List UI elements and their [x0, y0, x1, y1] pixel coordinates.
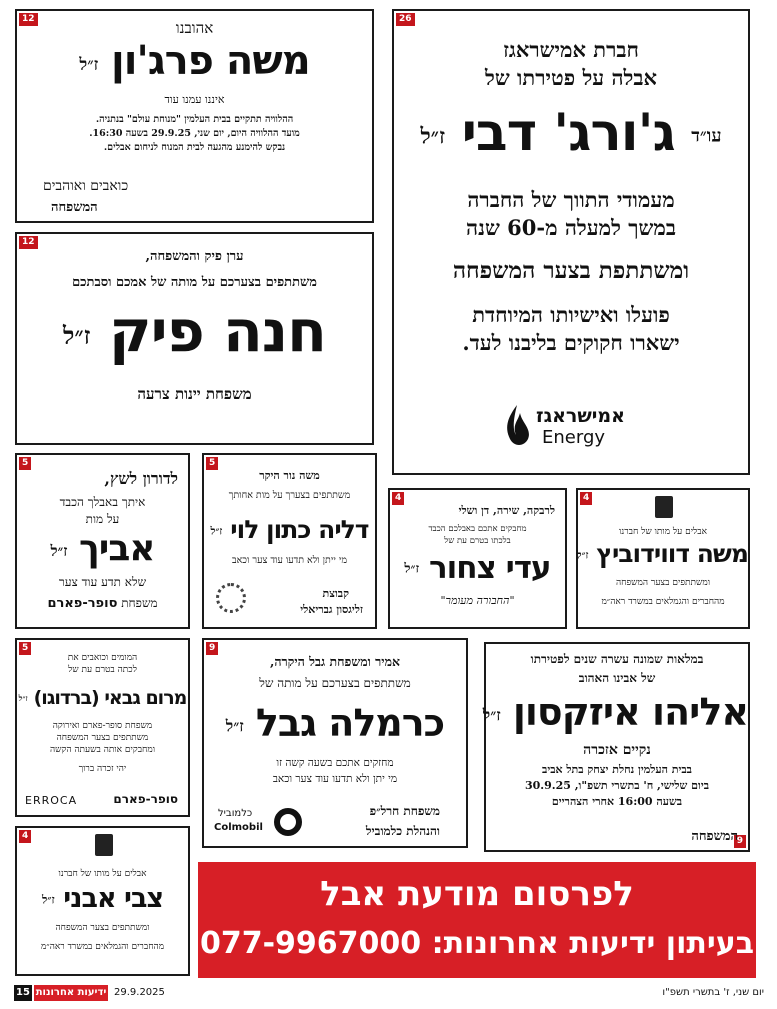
- menorah-emblem-icon: [95, 834, 113, 856]
- deceased-name-line: [17, 40, 372, 85]
- deceased-name: כרמלה גבל: [255, 701, 445, 745]
- flame-icon: [502, 403, 532, 449]
- zl-mark: ז״ל: [18, 694, 28, 703]
- signature: משפחת יינות צרעה: [137, 384, 252, 403]
- notice-intro: ערן פיק והמשפחה,: [145, 249, 244, 264]
- notice-line: שלא תדע עוד צער: [58, 575, 147, 589]
- size-tag: 9: [206, 642, 218, 655]
- signature-2: והנהלת כלמוביל: [365, 824, 440, 838]
- notice-line: יהי זכרה ברוך: [78, 764, 127, 774]
- zl-mark: ז״ל: [576, 549, 589, 562]
- deceased-name-line: [394, 105, 748, 165]
- signature-1: כואבים ואוהבים: [43, 178, 129, 194]
- banner-line-1: לפרסום מודעת אבל: [320, 874, 634, 914]
- deceased-name-line: [17, 529, 188, 571]
- notice-intro: משה נור היקר: [259, 469, 320, 482]
- logo-text-en: Energy: [542, 427, 606, 448]
- notice-chana-pik: [15, 232, 374, 445]
- footer-date-hebrew: יום שני, ז' בתשרי תשפ"ו: [662, 987, 764, 998]
- colmobil-ring-icon: [274, 808, 302, 836]
- notice-marom: [15, 638, 190, 817]
- deceased-name: עדי צחור: [428, 550, 551, 586]
- size-tag: 5: [206, 457, 218, 470]
- notice-aviv: [15, 453, 190, 629]
- notice-intro: אבלים על מותו של חברנו: [58, 869, 147, 879]
- zl-mark: ז״ל: [225, 716, 244, 736]
- menorah-emblem-icon: [655, 496, 673, 518]
- notice-dalia: [202, 453, 377, 629]
- signature-2: זליגסון גבריאלי: [300, 603, 363, 616]
- notice-intro: במלאות שמונה עשרה שנים לפטירתו: [530, 652, 704, 666]
- signature: "החבורה מעומר": [440, 593, 515, 607]
- notice-line: מעמודי התווך של החברה: [467, 186, 675, 212]
- deceased-name: מרום גבאי (ברדוגו): [33, 687, 187, 709]
- deceased-name: דליה כתון לוי: [230, 515, 369, 544]
- notice-carmela: [202, 638, 468, 848]
- notice-line: משפחת סופר-פארם ואירוקה: [52, 721, 153, 731]
- deceased-name-line: [482, 690, 748, 738]
- notice-intro: משתתפים בצערכם על מותה של אמכם וסבתכם: [72, 275, 317, 290]
- prefix: עו״ד: [691, 125, 722, 147]
- notice-amisragas: [392, 9, 750, 475]
- logo-text-he: אמישראגז: [536, 405, 625, 427]
- notice-moshe-d: [576, 488, 750, 629]
- deceased-name-line: [204, 701, 466, 749]
- notice-line: פועלו ואישיותו המיוחדת: [472, 301, 670, 327]
- zl-mark: ז״ל: [482, 705, 501, 725]
- zl-mark: ז״ל: [79, 54, 99, 74]
- notice-line: מהחברים והגמלאים במשרד ראה״מ: [601, 596, 725, 607]
- deceased-name: חנה פיק: [108, 297, 326, 365]
- amisragas-logo: [502, 403, 652, 453]
- advertising-banner: [198, 862, 756, 978]
- notice-line: מחזקים אתכם בשעה קשה זו: [276, 756, 394, 769]
- notice-eliyahu: [484, 642, 750, 852]
- erroca-logo: ERROCA: [25, 794, 78, 807]
- notice-intro: המומים וכואבים את: [67, 653, 138, 663]
- notice-line: בבית העלמין נחלת יצחק בתל אביב: [542, 762, 692, 776]
- size-tag: 12: [19, 13, 38, 26]
- signature-2: המשפחה: [51, 200, 98, 215]
- deceased-name-line: [17, 297, 372, 367]
- superpharm-logo: סופר-פארם: [113, 792, 178, 806]
- deceased-name-line: [204, 515, 375, 547]
- notice-line: בלכתו בטרם עת של: [444, 536, 511, 546]
- notice-line: ההלוויה תתקיים בבית העלמין "מנוחת עולם" בנתניה.: [95, 114, 294, 125]
- deceased-name: משה דווידוביץ: [596, 539, 748, 568]
- notice-moshe-pargian: [15, 9, 374, 223]
- notice-line: ומשתתפים בצער המשפחה: [55, 922, 150, 933]
- zl-mark: ז״ל: [210, 525, 223, 538]
- deceased-name: ג'ורג' דבי: [461, 103, 675, 163]
- size-tag: 9: [734, 835, 746, 848]
- size-tag: 4: [392, 492, 404, 505]
- signature: המשפחה: [691, 829, 738, 844]
- deceased-name-line: [578, 539, 748, 571]
- notice-line: משתתפים בצערך על מות אחותך: [228, 490, 351, 501]
- size-tag: 12: [19, 236, 38, 249]
- signature-line: [17, 596, 188, 611]
- notice-line: ביום שלישי, ח' בתשרי תשפ"ו, 30.9.25: [524, 778, 710, 792]
- notice-intro: של אבינו האהוב: [578, 671, 656, 685]
- notice-tzvi: [15, 826, 190, 976]
- notice-intro: אהובנו: [175, 19, 214, 37]
- notice-line: ומחבקים אותה בשעתה הקשה: [49, 745, 156, 755]
- notice-line: נקיים אזכרה: [583, 741, 651, 758]
- deceased-name: צבי אבני: [63, 883, 164, 914]
- logo-text-en: Colmobil: [214, 822, 263, 833]
- notice-line: מי יתן ולא תדעו עוד צער וכאב: [272, 772, 398, 785]
- zl-mark: ז״ל: [41, 892, 55, 907]
- notice-intro: לרבקה, שירה, דן ושלי: [458, 504, 555, 517]
- notice-intro: משתתפים בצערכם על מותה של: [259, 676, 411, 690]
- footer-paper-name: ידיעות אחרונות: [34, 985, 108, 1001]
- size-tag: 4: [580, 492, 592, 505]
- deceased-name-line: [390, 550, 565, 588]
- notice-line: בשעה 16:00 אחרי הצהריים: [551, 794, 683, 808]
- gear-logo-icon: [216, 583, 246, 613]
- deceased-name: אליהו איזקסון: [512, 690, 748, 734]
- logo-text-he: כלמוביל: [218, 808, 253, 819]
- notice-line: ישארו חקוקים בליבנו לעד.: [462, 329, 680, 355]
- notice-intro: אבלה על פטירתו של: [485, 65, 657, 90]
- page-number: 15: [14, 985, 32, 1001]
- deceased-name-line: [17, 883, 188, 916]
- banner-line-2: בעיתון ידיעות אחרונות: 077-9967000: [199, 926, 754, 961]
- deceased-name: משה פרג'ון: [110, 38, 310, 84]
- notice-subtitle: איננו עמנו עוד: [164, 93, 225, 106]
- notice-line: ומשתתפת בצער המשפחה: [452, 256, 690, 284]
- notice-line: מי ייתן ולא תדעו עוד צער וכאב: [232, 554, 347, 566]
- size-tag: 5: [19, 642, 31, 655]
- notice-line: איתך באבלך הכבד: [59, 495, 146, 509]
- notice-line: מהחברים והגמלאים במשרד ראה״מ: [40, 941, 165, 952]
- footer-date: 29.9.2025: [114, 987, 165, 998]
- signature-2: סופר-פארם: [47, 596, 118, 611]
- page-footer: [14, 985, 764, 1001]
- notice-line: מועד ההלוויה היום, יום שני, 29.9.25 בשעה 16:30.: [89, 128, 300, 139]
- zl-mark: ז״ל: [404, 561, 420, 577]
- notice-intro: אבלים על מותו של חברנו: [619, 527, 707, 537]
- notice-intro: חברת אמישראגז: [503, 37, 639, 62]
- notice-adi: [388, 488, 567, 629]
- notice-line: במשך למעלה מ-60 שנה: [466, 214, 676, 240]
- signature-1: משפחת: [121, 596, 158, 610]
- notice-line: מחבקים אתכם באבלכם הכבד: [428, 524, 527, 534]
- notice-line: ומשתתפים בצער המשפחה: [615, 577, 711, 588]
- zl-mark: ז״ל: [63, 320, 91, 350]
- notice-line: על מות: [85, 512, 120, 526]
- zl-mark: ז״ל: [420, 123, 446, 150]
- signature-1: משפחת חרל״פ: [369, 804, 440, 818]
- deceased-name-line: [17, 685, 188, 712]
- notice-intro: אמיר ומשפחת גבל היקרה,: [269, 654, 401, 669]
- notice-line: נבקש להימנע מהגעה לבית המנוח לניחום אבלים.: [103, 142, 286, 153]
- size-tag: 4: [19, 830, 31, 843]
- notice-line: משתתפים בצער המשפחה: [56, 733, 149, 743]
- signature-1: קבוצת: [322, 587, 349, 600]
- colmobil-logo: [214, 806, 306, 840]
- notice-intro: לכתה בטרם עת של: [68, 665, 137, 675]
- size-tag: 26: [396, 13, 415, 26]
- zl-mark: ז״ל: [50, 542, 68, 560]
- notice-intro: לדורון לשץ,: [104, 469, 178, 488]
- size-tag: 5: [19, 457, 31, 470]
- deceased-name: אביך: [78, 528, 155, 569]
